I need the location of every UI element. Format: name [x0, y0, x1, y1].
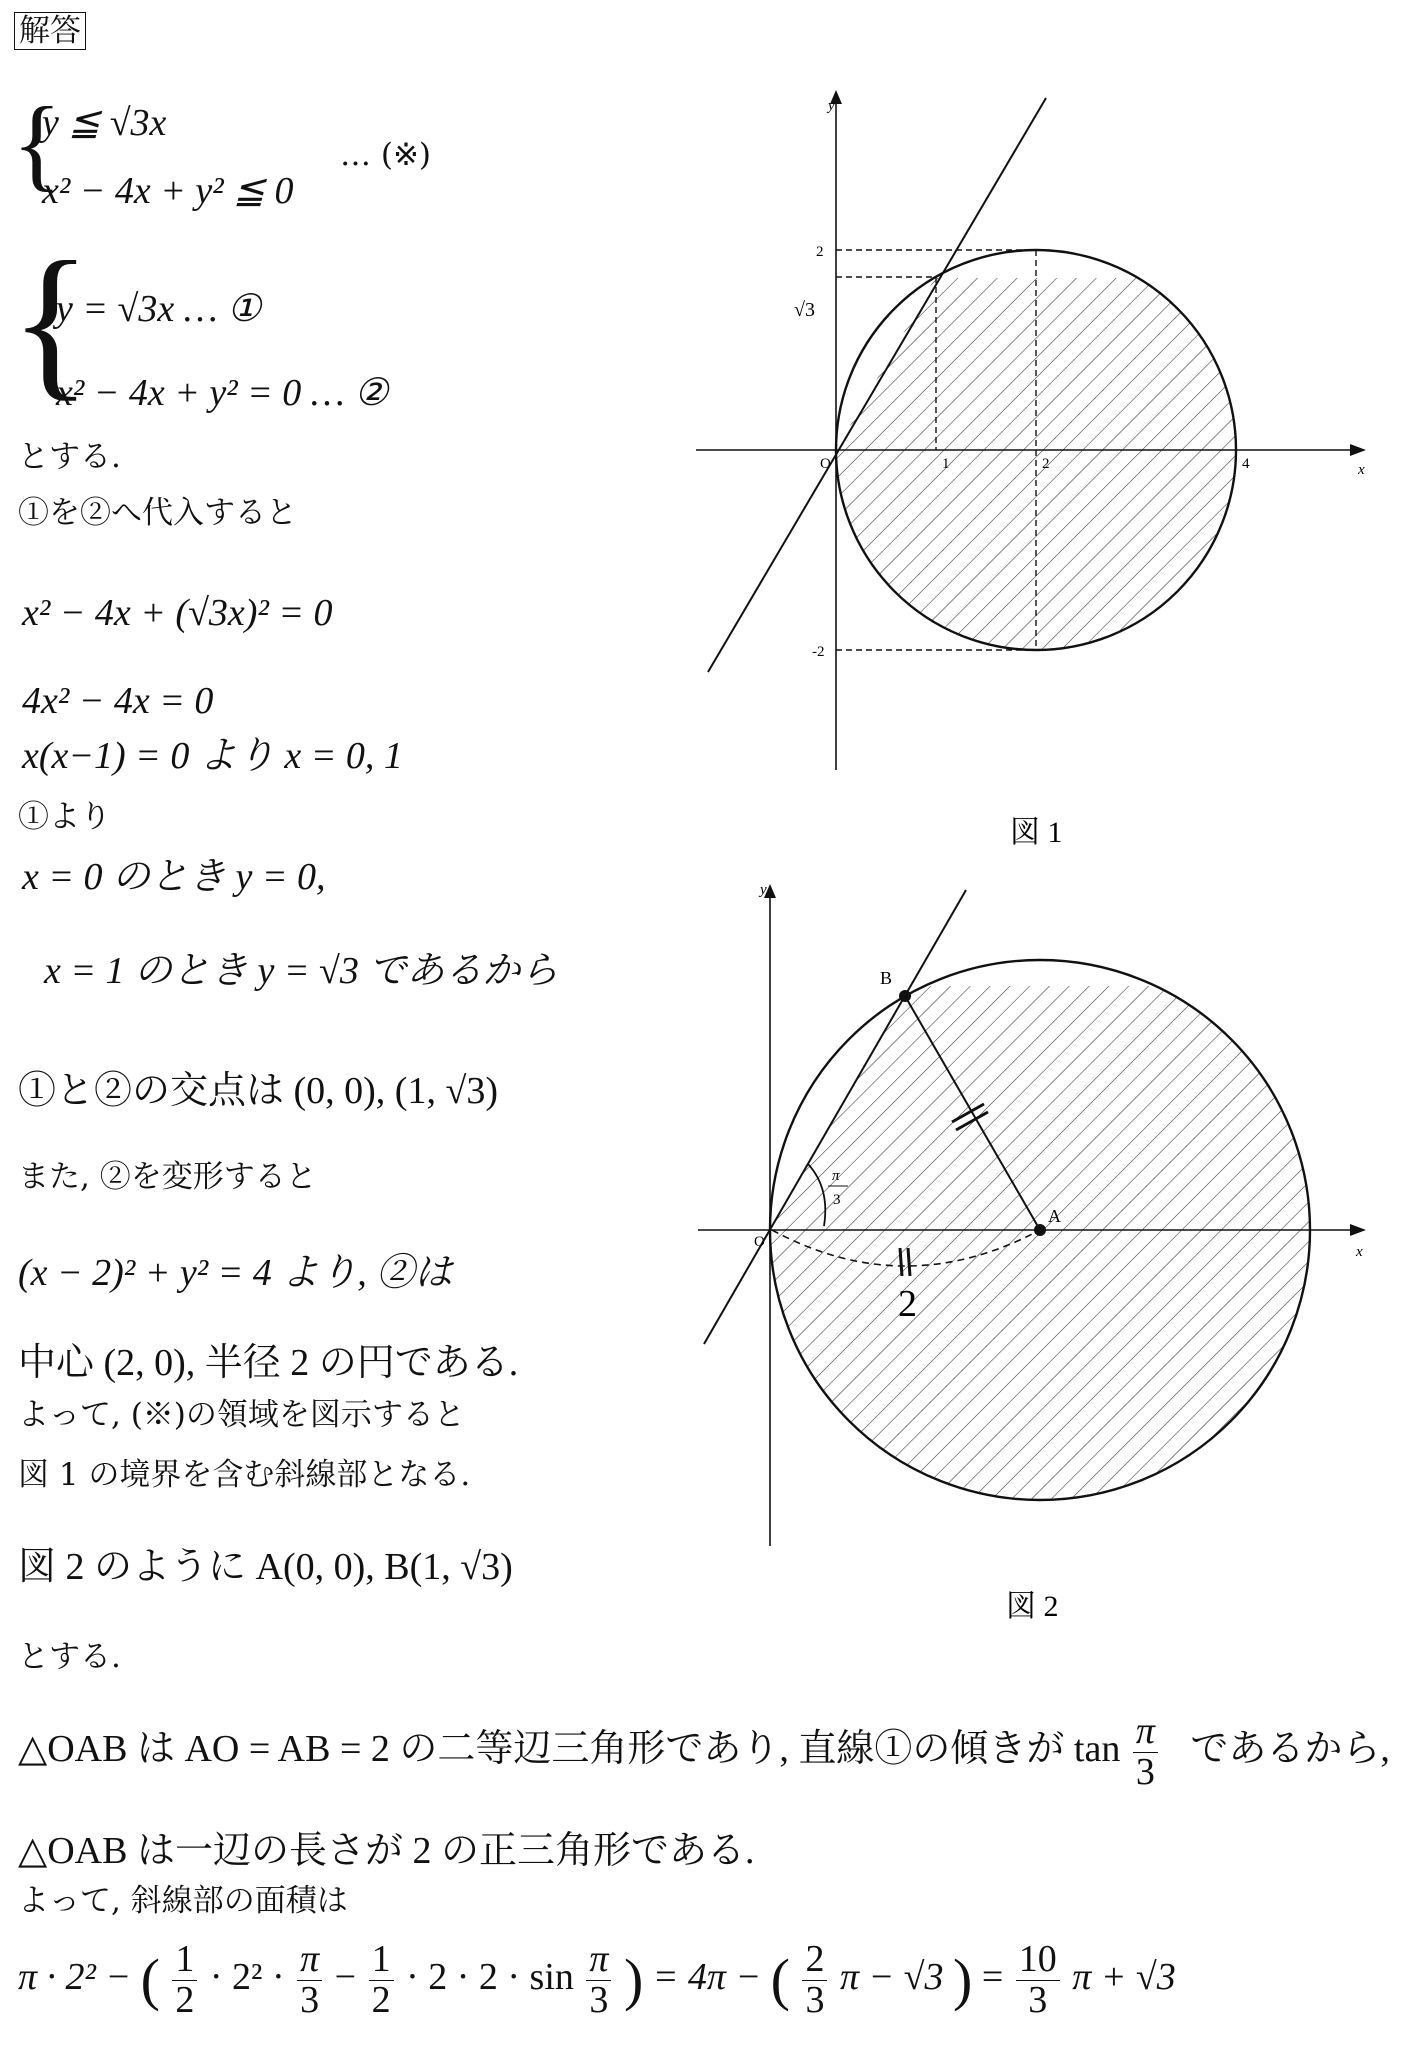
fig2-x-arrow: [1350, 1224, 1366, 1236]
step-14: 図 1 の境界を含む斜線部となる.: [18, 1457, 471, 1493]
frac-num: π: [586, 1940, 611, 1981]
frac-num: 2: [802, 1940, 827, 1981]
frac-10-3: [1016, 1940, 1060, 2021]
system1-tag: … (※): [340, 137, 432, 173]
frac-num: 10: [1016, 1940, 1060, 1981]
figure-2: [690, 870, 1370, 1630]
frac-den: 3: [300, 1978, 320, 2021]
bottom-line-2: △OAB は一辺の長さが 2 の正三角形である.: [18, 1830, 755, 1872]
area-f: π − √3: [839, 1956, 944, 1999]
step-4: 4x² − 4x = 0: [22, 680, 214, 722]
brace-2: {: [10, 227, 92, 415]
area-h: π + √3: [1072, 1956, 1176, 1999]
step-7: x = 0 のとき y = 0,: [22, 856, 326, 898]
paren-open-2: (: [770, 1947, 790, 2013]
frac-den: 2: [175, 1978, 195, 2021]
area-c: −: [334, 1956, 357, 1999]
fig2-point-b: [899, 990, 911, 1002]
fig1-tick-y-2: 2: [816, 244, 824, 260]
step-2: ①を②へ代入すると: [18, 495, 297, 531]
frac-den: 3: [1135, 1750, 1155, 1793]
step-12: 中心 (2, 0), 半径 2 の円である.: [18, 1342, 519, 1384]
step-11: (x − 2)² + y² = 4 より, ②は: [18, 1252, 453, 1294]
fig2-angle-den: 3: [833, 1192, 841, 1208]
step-9: ①と②の交点は (0, 0), (1, √3): [18, 1070, 498, 1112]
frac-num: 1: [172, 1940, 197, 1981]
fig2-x-label: x: [1356, 1244, 1363, 1260]
bottom-line-1-pre: △OAB は AO = AB = 2 の二等辺三角形であり, 直線①の傾きが tan: [18, 1728, 1121, 1771]
frac-1-2-a: [172, 1940, 197, 2021]
frac-pi-3-c: [586, 1940, 611, 2021]
system2-line2: x² − 4x + y² = 0 … ②: [56, 372, 389, 414]
fig1-tick-y-neg2: -2: [812, 644, 825, 660]
area-d: · 2 · 2 · sin: [406, 1956, 574, 1999]
frac-1-2-b: [369, 1940, 394, 2021]
frac-num: π: [297, 1940, 322, 1981]
frac-den: 2: [371, 1978, 391, 2021]
brace-1: {: [12, 86, 62, 201]
area-formula: [18, 1940, 1176, 2021]
area-b: · 2² ·: [209, 1956, 285, 1999]
fig1-caption: 図 1: [1010, 816, 1063, 849]
fig2-origin: O: [754, 1234, 765, 1250]
fig1-y-label: y: [828, 98, 835, 114]
step-10: また, ②を変形すると: [18, 1159, 317, 1195]
header-title: 解答: [14, 12, 86, 50]
fig1-tick-x-4: 4: [1242, 456, 1250, 472]
frac-2-3: [802, 1940, 827, 2021]
system2-line1: y = √3x … ①: [56, 288, 262, 330]
paren-open-1: (: [140, 1947, 160, 2013]
header-box: [14, 14, 86, 50]
fig1-tick-y-sqrt3: √3: [794, 299, 815, 321]
frac-den: 3: [1028, 1978, 1048, 2021]
step-5: x(x−1) = 0 より x = 0, 1: [22, 735, 403, 777]
fig2-angle-num: π: [832, 1168, 840, 1184]
area-e: = 4π −: [652, 1956, 762, 1999]
fig2-radius-label: 2: [898, 1283, 917, 1325]
bottom-line-1: [18, 1712, 1390, 1793]
fig1-origin: O: [820, 456, 831, 472]
step-15: 図 2 のように A(0, 0), B(1, √3): [18, 1546, 513, 1588]
fig1-tick-x-1: 1: [942, 456, 950, 472]
frac-den: 3: [805, 1978, 825, 2021]
step-16: とする.: [18, 1639, 121, 1675]
frac-num: π: [1133, 1712, 1158, 1753]
area-a: π · 2² −: [18, 1956, 132, 1999]
paren-close-1: ): [623, 1947, 644, 2013]
area-g: =: [981, 1956, 1004, 1999]
system1-line1: y ≦ √3x: [42, 102, 167, 144]
fig1-x-arrow: [1350, 444, 1366, 456]
fig2-caption: 図 2: [1006, 1590, 1059, 1623]
frac-pi-3-b: [297, 1940, 322, 2021]
step-1: とする.: [18, 439, 121, 475]
step-8: x = 1 のとき y = √3 であるから: [44, 950, 559, 992]
fig2-y-label: y: [760, 882, 767, 898]
frac-num: 1: [369, 1940, 394, 1981]
paren-close-2: ): [952, 1947, 973, 2013]
step-13: よって, (※)の領域を図示すると: [18, 1397, 465, 1433]
system1-line2: x² − 4x + y² ≦ 0: [42, 170, 294, 212]
figure-1: [690, 90, 1370, 870]
step-6: ①より: [18, 799, 111, 835]
fig1-tick-x-2: 2: [1042, 456, 1050, 472]
fig2-label-b: B: [880, 968, 893, 988]
bottom-line-1-post: であるから,: [1190, 1728, 1390, 1771]
frac-den: 3: [589, 1978, 609, 2021]
step-3: x² − 4x + (√3x)² = 0: [22, 592, 333, 634]
fig2-point-a: [1034, 1224, 1046, 1236]
fig1-x-label: x: [1358, 462, 1365, 478]
bottom-line-3: よって, 斜線部の面積は: [18, 1883, 348, 1919]
frac-pi-3-a: [1133, 1712, 1158, 1793]
fig2-label-a: A: [1048, 1206, 1061, 1226]
